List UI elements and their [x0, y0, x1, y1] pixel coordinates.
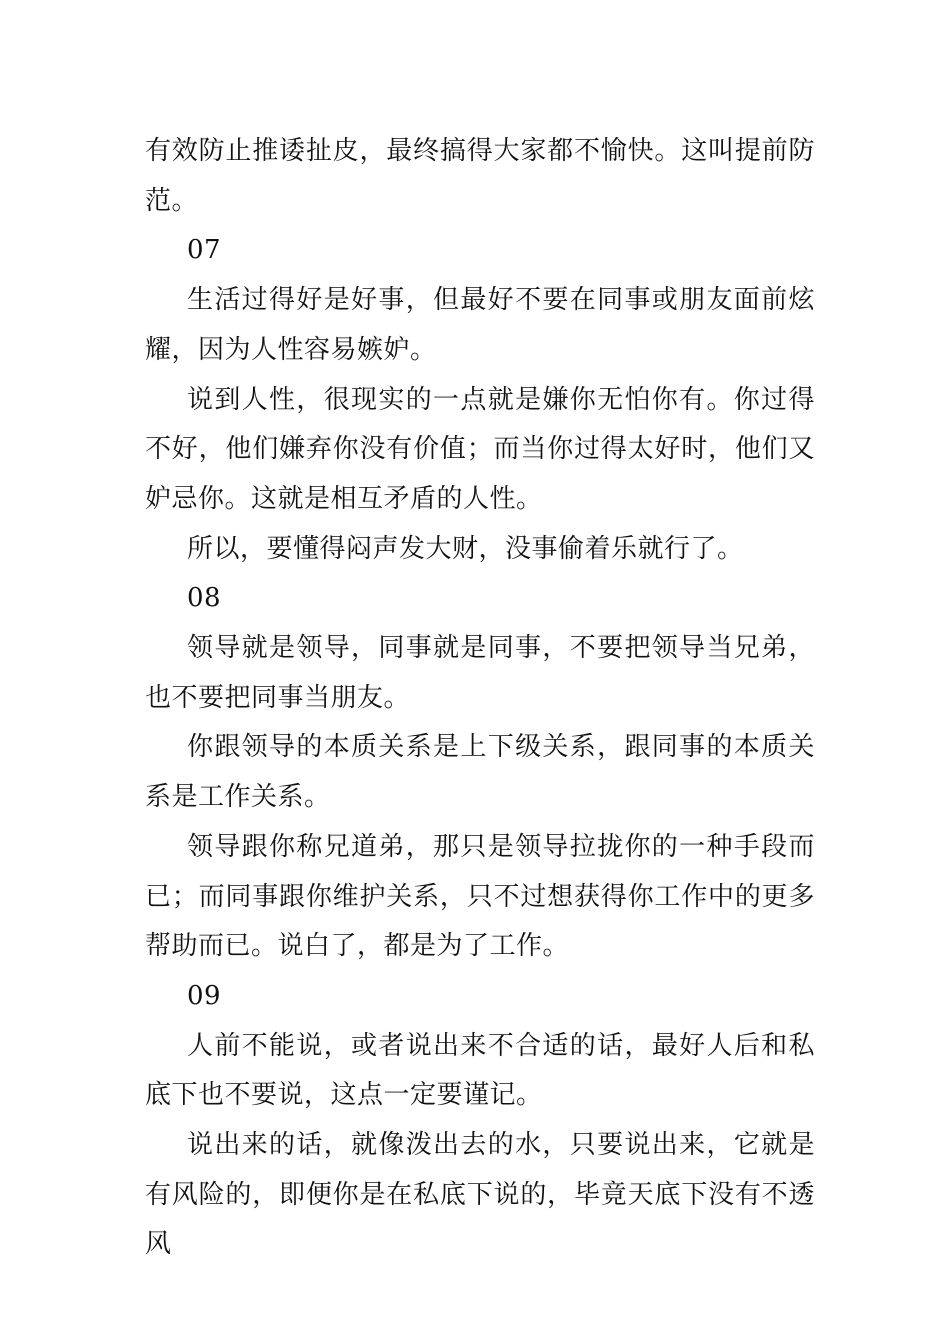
paragraph: 所以，要懂得闷声发大财，没事偷着乐就行了。 [187, 533, 744, 564]
paragraph: 领导跟你称兄道弟，那只是领导拉拢你的一种手段而已；而同事跟你维护关系，只不过想获得你工作中的更多帮助而已。说白了，都是为了工作。 [145, 831, 815, 962]
section-number: 07 [187, 235, 222, 266]
paragraph: 有效防止推诿扯皮，最终搞得大家都不愉快。这叫提前防范。 [145, 136, 815, 216]
paragraph: 领导就是领导，同事就是同事，不要把领导当兄弟，也不要把同事当朋友。 [145, 633, 815, 713]
paragraph: 人前不能说，或者说出来不合适的话，最好人后和私底下也不要说，这点一定要谨记。 [145, 1030, 815, 1111]
paragraph: 说到人性，很现实的一点就是嫌你无怕你有。你过得不好，他们嫌弃你没有价值；而当你过得太好时，他们又妒忌你。这就是相互矛盾的人性。 [145, 384, 815, 514]
section-number: 09 [187, 980, 222, 1011]
paragraph: 生活过得好是好事，但最好不要在同事或朋友面前炫耀，因为人性容易嫉妒。 [145, 285, 815, 365]
document-body [145, 127, 815, 1270]
section-number: 08 [187, 583, 222, 614]
paragraph: 说出来的话，就像泼出去的水，只要说出来，它就是有风险的，即便你是在私底下说的，毕竟天底下没有不透风 [145, 1130, 815, 1260]
paragraph: 你跟领导的本质关系是上下级关系，跟同事的本质关系是工作关系。 [145, 732, 815, 813]
